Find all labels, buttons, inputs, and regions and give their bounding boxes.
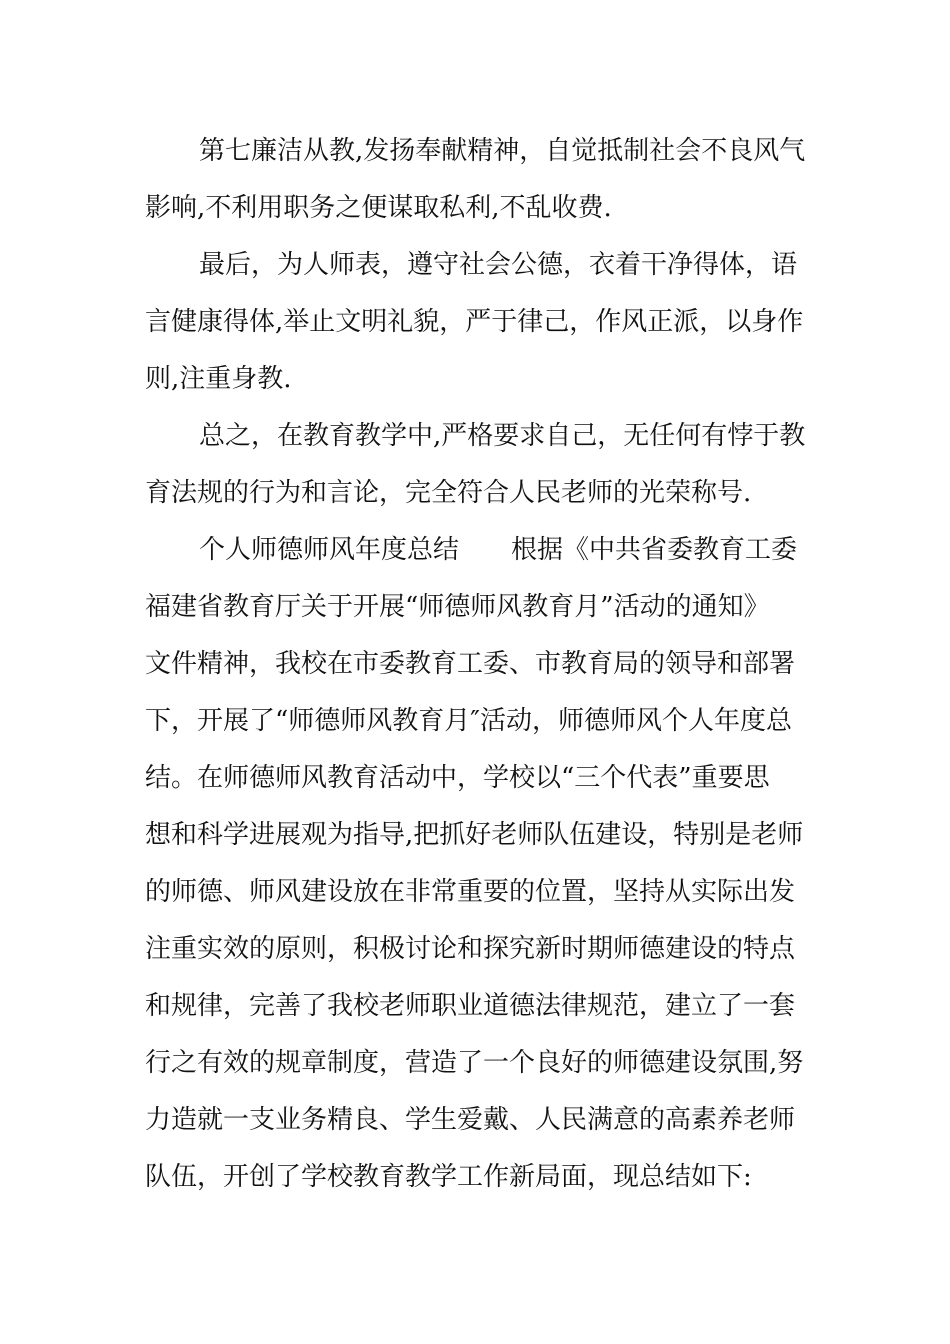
text-line: 言健康得体,举止文明礼貌，严于律己，作风正派，以身作	[145, 307, 804, 337]
paragraph-integrity	[145, 123, 805, 237]
paragraph-role-model	[145, 237, 805, 408]
text-line: 个人师德师风年度总结 根据《中共省委教育工委	[199, 535, 798, 565]
text-line: 育法规的行为和言论，完全符合人民老师的光荣称号.	[145, 478, 752, 508]
paragraph-summary	[145, 408, 805, 522]
document-body	[145, 123, 805, 1206]
text-line: 影响,不利用职务之便谋取私利,不乱收费.	[145, 193, 612, 223]
paragraph-annual-summary	[145, 522, 805, 1206]
text-line: 注重实效的原则，积极讨论和探究新时期师德建设的特点	[145, 934, 796, 964]
text-line: 结。在师德师风教育活动中，学校以“三个代表”重要思	[145, 763, 770, 793]
text-line: 第七廉洁从教,发扬奉献精神，自觉抵制社会不良风气	[199, 136, 806, 166]
text-line: 总之，在教育教学中,严格要求自己，无任何有悖于教	[199, 421, 806, 451]
text-line: 则,注重身教.	[145, 364, 292, 394]
text-line: 想和科学进展观为指导,把抓好老师队伍建设，特别是老师	[145, 820, 804, 850]
text-line: 最后，为人师表，遵守社会公德，衣着干净得体，语	[199, 250, 798, 280]
text-line: 力造就一支业务精良、学生爱戴、人民满意的高素养老师	[145, 1105, 796, 1135]
text-line: 行之有效的规章制度，营造了一个良好的师德建设氛围,努	[145, 1048, 804, 1078]
text-line: 下，开展了“师德师风教育月″活动，师德师风个人年度总	[145, 706, 793, 736]
text-line: 的师德、师风建设放在非常重要的位置，坚持从实际出发	[145, 877, 796, 907]
text-line: 和规律，完善了我校老师职业道德法律规范，建立了一套	[145, 991, 796, 1021]
text-line: 福建省教育厅关于开展“师德师风教育月”活动的通知》	[145, 592, 770, 622]
text-line: 队伍，开创了学校教育教学工作新局面，现总结如下:	[145, 1162, 752, 1192]
text-line: 文件精神，我校在市委教育工委、市教育局的领导和部署	[145, 649, 796, 679]
